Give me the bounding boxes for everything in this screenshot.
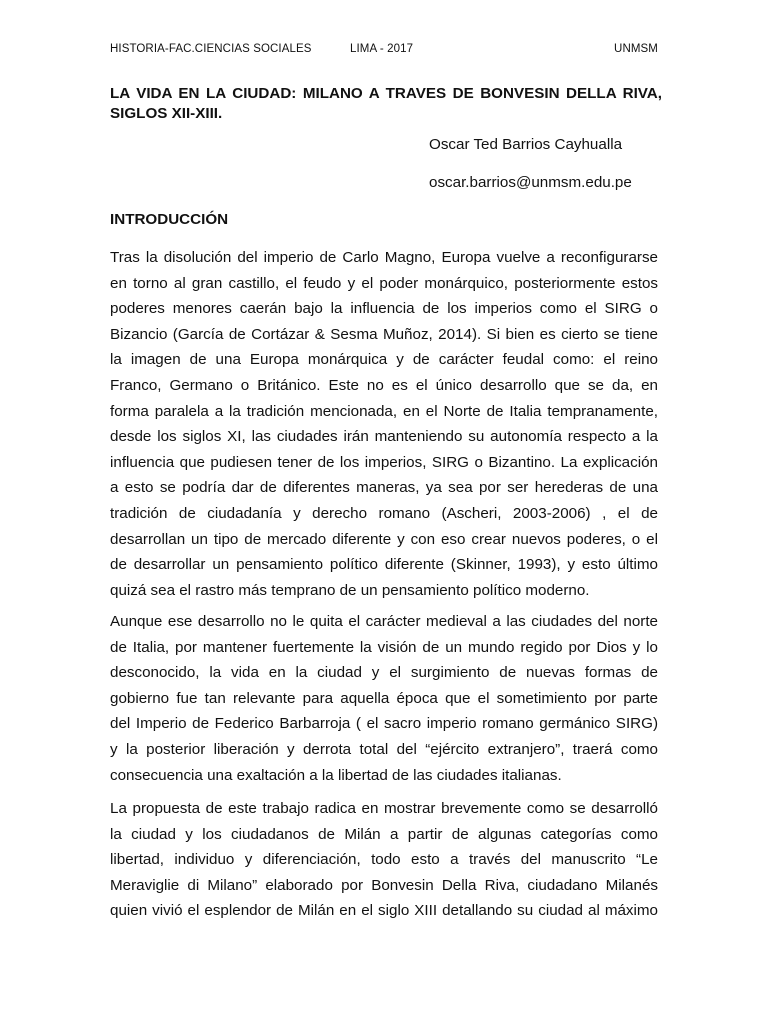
paragraph-line: Aunque ese desarrollo no le quita el carácter medieval a las ciudades del norte xyxy=(110,613,658,630)
paragraph-line: influencia que pudiesen tener de los imperios, SIRG o Bizantino. La explicación xyxy=(110,453,658,471)
paragraph-line: quien vivió el esplendor de Milán en el siglo XIII detallando su ciudad al máximo xyxy=(110,902,658,920)
paragraph-3 xyxy=(110,796,658,924)
paragraph-line: desconocido, la vida en la ciudad y el surgimiento de nuevas formas de xyxy=(110,664,658,682)
paragraph-line: desde los siglos XI, las ciudades irán manteniendo su autonomía respecto a la xyxy=(110,428,658,446)
paragraph-line: quizá sea el rastro más temprano de un pensamiento político moderno. xyxy=(110,581,590,599)
paragraph-line: gobierno fue tan relevante para aquella época que el sometimiento por parte xyxy=(110,689,658,707)
title-line-1: LA VIDA EN LA CIUDAD: MILANO A TRAVES DE BONVESIN DELLA RIVA, xyxy=(110,85,662,102)
header-university: UNMSM xyxy=(614,43,658,55)
paragraph-line: poderes menores caerán bajo la influencia de los imperios como el SIRG o xyxy=(110,300,658,318)
paragraph-line: a esto se podría dar de diferentes maneras, ya sea por ser herederas de una xyxy=(110,479,658,497)
paragraph-1 xyxy=(110,245,658,603)
paragraph-line: de Italia, por mantener fuertemente la visión de un mundo regido por Dios y lo xyxy=(110,638,658,656)
author-name: Oscar Ted Barrios Cayhualla xyxy=(429,136,623,153)
paragraph-line: Franco, Germano o Británico. Este no es el único desarrollo que se da, en xyxy=(110,376,658,394)
paragraph-line: la imagen de una Europa monárquica y de carácter feudal como: el reino xyxy=(110,351,658,369)
document-title xyxy=(110,84,662,124)
title-line-2: SIGLOS XII-XIII. xyxy=(110,105,223,122)
paragraph-line: Bizancio (García de Cortázar & Sesma Muñoz, 2014). Si bien es cierto se tiene xyxy=(110,325,658,343)
paragraph-line: Tras la disolución del imperio de Carlo Magno, Europa vuelve a reconfigurarse xyxy=(110,249,658,266)
paragraph-line: y la posterior liberación y derrota total del “ejército extranjero”, traerá como xyxy=(110,740,658,758)
paragraph-line: consecuencia una exaltación a la libertad de las ciudades italianas. xyxy=(110,766,562,784)
paragraph-line: Meraviglie di Milano” elaborado por Bonvesin Della Riva, ciudadano Milanés xyxy=(110,876,658,894)
paragraph-line: desarrollan un tipo de mercado diferente y con eso crear nuevos poderes, o el xyxy=(110,530,658,548)
section-heading: INTRODUCCIÓN xyxy=(110,211,229,228)
header-faculty: HISTORIA-FAC.CIENCIAS SOCIALES xyxy=(110,43,312,55)
page-header xyxy=(110,43,658,59)
paragraph-line: libertad, individuo y diferenciación, todo esto a través del manuscrito “Le xyxy=(110,851,658,869)
paragraph-line: en torno al gran castillo, el feudo y el poder monárquico, posteriormente estos xyxy=(110,274,658,292)
paragraph-line: tradición de ciudadanía y derecho romano (Ascheri, 2003-2006) , el de xyxy=(110,504,658,522)
header-place-year: LIMA - 2017 xyxy=(350,43,414,55)
paragraph-line: La propuesta de este trabajo radica en mostrar brevemente como se desarrolló xyxy=(110,800,658,817)
paragraph-line: la ciudad y los ciudadanos de Milán a partir de algunas categorías como xyxy=(110,825,658,843)
paragraph-line: forma paralela a la tradición mencionada, en el Norte de Italia tempranamente, xyxy=(110,402,658,420)
author-email: oscar.barrios@unmsm.edu.pe xyxy=(429,174,632,191)
paragraph-line: de desarrollar un pensamiento político diferente (Skinner, 1993), y esto último xyxy=(110,556,658,574)
paragraph-line: del Imperio de Federico Barbarroja ( el sacro imperio romano germánico SIRG) xyxy=(110,715,658,733)
paragraph-2 xyxy=(110,609,658,788)
